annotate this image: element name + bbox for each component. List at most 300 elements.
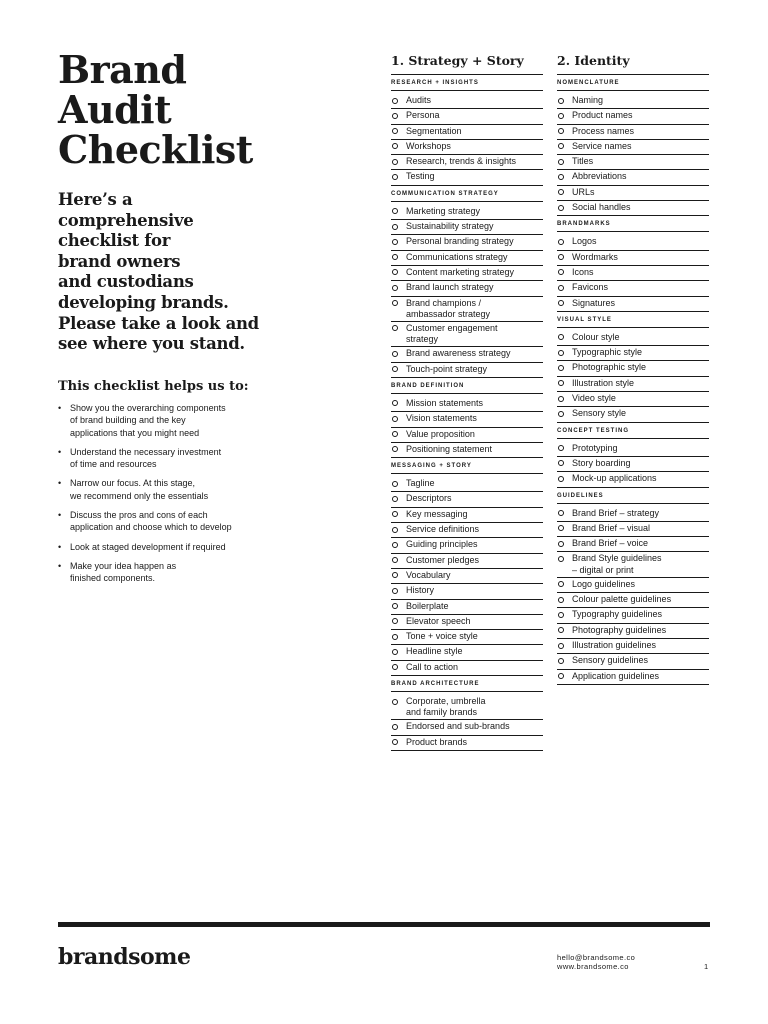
checklist-item-line: Audits: [406, 95, 432, 105]
helps-bullet-item: [58, 560, 298, 585]
checklist-item-label: [572, 332, 620, 343]
checklist-item[interactable]: [391, 600, 543, 615]
checklist-item[interactable]: [557, 624, 709, 639]
checklist-item-line: Segmentation: [406, 125, 462, 136]
checklist-item-label: [406, 267, 514, 278]
checklist-item[interactable]: [557, 578, 709, 593]
checkbox-circle-icon[interactable]: [392, 724, 398, 730]
checkbox-circle-icon[interactable]: [392, 603, 398, 609]
checklist-item-line: Corporate, umbrella: [406, 696, 486, 707]
checklist-item-label: [572, 110, 633, 121]
checkbox-circle-icon[interactable]: [392, 285, 398, 291]
helps-heading: This checklist helps us to:: [58, 379, 249, 394]
checklist-item-label: [572, 347, 642, 358]
checklist-item-label: [572, 609, 662, 620]
checklist-item-label: [406, 444, 492, 455]
checklist-item-line: Service names: [572, 140, 632, 151]
checklist-item-line: Illustration style: [572, 377, 635, 388]
checklist-item-label: [406, 171, 435, 182]
checklist-item-line: Brand awareness strategy: [406, 348, 511, 359]
checklist-item[interactable]: [557, 522, 709, 537]
checklist-item-label: [406, 616, 471, 627]
checklist-item-line: URLs: [572, 186, 595, 197]
bullet-dot: •: [58, 510, 62, 521]
checklist-item[interactable]: [391, 155, 543, 170]
checklist-item-label: [572, 579, 635, 590]
checklist-item[interactable]: [391, 235, 543, 250]
checklist-item-label: [406, 156, 516, 167]
checkbox-circle-icon[interactable]: [392, 269, 398, 275]
bullet-line: Discuss the pros and cons of each: [70, 510, 208, 521]
checklist: [557, 232, 709, 311]
checklist-item[interactable]: [391, 508, 543, 523]
checklist-item[interactable]: [557, 155, 709, 170]
checkbox-circle-icon[interactable]: [392, 618, 398, 624]
bullet-dot: •: [58, 560, 62, 571]
checklist-item[interactable]: [391, 720, 543, 735]
checklist-item-line: Illustration guidelines: [572, 640, 657, 651]
title-line: Checklist: [58, 127, 253, 172]
checkbox-circle-icon[interactable]: [558, 525, 564, 531]
checklist-item[interactable]: [557, 593, 709, 608]
checklist-item-line: Communications strategy: [406, 251, 508, 262]
section-title: BRAND ARCHITECTURE: [391, 676, 543, 692]
footer-rule: [58, 922, 710, 927]
checkbox-circle-icon[interactable]: [558, 581, 564, 587]
checklist-item[interactable]: [391, 695, 543, 720]
checkbox-circle-icon[interactable]: [392, 446, 398, 452]
checklist-item[interactable]: [557, 407, 709, 422]
checklist-item-line: Application guidelines: [572, 670, 660, 681]
checklist-item-label: [406, 206, 480, 217]
checklist: [391, 394, 543, 458]
checklist-item[interactable]: [557, 266, 709, 281]
checklist-item[interactable]: [557, 457, 709, 472]
contact-email[interactable]: hello@brandsome.co: [557, 953, 636, 962]
checklist-item[interactable]: [391, 297, 543, 322]
checklist-item[interactable]: [391, 538, 543, 553]
checklist-item-line: Positioning statement: [406, 443, 493, 454]
intro-line: Here’s a: [58, 190, 133, 209]
checkbox-circle-icon[interactable]: [558, 476, 564, 482]
title-line: Audit: [58, 87, 172, 132]
checklist-item[interactable]: [557, 346, 709, 361]
checklist-item-line: Brand launch strategy: [406, 282, 494, 293]
checklist-item[interactable]: [391, 645, 543, 660]
checklist-item-line: Marketing strategy: [406, 205, 481, 216]
checkbox-circle-icon[interactable]: [558, 205, 564, 211]
checklist-item-label: [572, 508, 659, 519]
checklist-item-label: [572, 443, 618, 454]
checkbox-circle-icon[interactable]: [392, 588, 398, 594]
checkbox-circle-icon[interactable]: [558, 445, 564, 451]
intro-line: developing brands.: [58, 292, 229, 312]
checklist-item-label: [406, 429, 475, 440]
checklist-item-line: Call to action: [406, 661, 459, 672]
checklist-item-label: [406, 737, 467, 748]
checklist-item-label: [572, 625, 666, 636]
checklist-item-label: [406, 141, 451, 152]
checklist-item-line: and family brands: [406, 707, 478, 718]
checklist-item[interactable]: [391, 109, 543, 124]
checklist-item-label: [572, 236, 597, 247]
checklist-item-line: Workshops: [406, 140, 451, 151]
checkbox-circle-icon[interactable]: [558, 174, 564, 180]
checklist-item-line: Social handles: [572, 202, 631, 213]
section-title: CONCEPT TESTING: [557, 423, 709, 439]
checklist-item-label: [406, 282, 494, 293]
intro-line: brand owners: [58, 251, 181, 271]
page-number: 1: [704, 962, 709, 971]
checklist-item-label: [572, 538, 648, 549]
section-title: NOMENCLATURE: [557, 75, 709, 91]
checklist-item-line: Research, trends & insights: [406, 156, 517, 167]
checklist-item-label: [572, 141, 632, 152]
bullet-line: finished components.: [70, 573, 156, 584]
checklist-item-line: Wordmarks: [572, 251, 618, 262]
checklist-item[interactable]: [557, 331, 709, 346]
checklist-item[interactable]: [391, 569, 543, 584]
helps-bullet-item: [58, 446, 298, 471]
checkbox-circle-icon[interactable]: [558, 460, 564, 466]
section-title: BRAND DEFINITION: [391, 378, 543, 394]
bullet-line: we recommend only the essentials: [70, 490, 209, 501]
checklist-item-line: Guiding principles: [406, 539, 478, 550]
checklist-item[interactable]: [557, 125, 709, 140]
checklist-item-label: [572, 594, 671, 605]
checklist-item[interactable]: [557, 670, 709, 685]
section-title: RESEARCH + INSIGHTS: [391, 75, 543, 91]
checklist-item[interactable]: [391, 266, 543, 281]
checkbox-circle-icon[interactable]: [558, 612, 564, 618]
checklist-item[interactable]: [557, 140, 709, 155]
checklist-item-line: Story boarding: [572, 457, 631, 468]
checkbox-circle-icon[interactable]: [558, 300, 564, 306]
checkbox-circle-icon[interactable]: [558, 597, 564, 603]
checkbox-circle-icon[interactable]: [558, 380, 564, 386]
checkbox-circle-icon[interactable]: [392, 572, 398, 578]
checklist-item-line: Process names: [572, 125, 635, 136]
checklist-item-line: Mock-up applications: [572, 473, 657, 484]
checklist: [557, 439, 709, 488]
bullet-line: of brand building and the key: [70, 415, 186, 426]
checklist-item-line: Prototyping: [572, 442, 618, 453]
checkbox-circle-icon[interactable]: [558, 556, 564, 562]
checklist-item[interactable]: [391, 322, 543, 347]
checklist-item-line: Elevator speech: [406, 615, 471, 626]
checklist: [557, 91, 709, 216]
checklist-item-line: Photography guidelines: [572, 624, 667, 635]
checklist-item-label: [406, 478, 435, 489]
checklist-item-label: [406, 110, 440, 121]
checklist-item-label: [406, 662, 458, 673]
checklist-item-label: [406, 323, 498, 345]
checklist-item[interactable]: [391, 584, 543, 599]
checkbox-circle-icon[interactable]: [558, 627, 564, 633]
checklist-item-line: Vision statements: [406, 413, 477, 424]
checklist-item[interactable]: [557, 608, 709, 623]
checklist-item[interactable]: [557, 201, 709, 216]
checkbox-circle-icon[interactable]: [392, 481, 398, 487]
checkbox-circle-icon[interactable]: [558, 510, 564, 516]
checkbox-circle-icon[interactable]: [558, 541, 564, 547]
checklist-item[interactable]: [391, 125, 543, 140]
checklist-item[interactable]: [391, 477, 543, 492]
checkbox-circle-icon[interactable]: [558, 365, 564, 371]
checkbox-circle-icon[interactable]: [392, 664, 398, 670]
checklist-item[interactable]: [391, 205, 543, 220]
checklist-item-line: Brand champions /: [406, 297, 482, 308]
checklist-item[interactable]: [557, 235, 709, 250]
checklist-item-line: Colour style: [572, 331, 620, 342]
checklist-item[interactable]: [557, 361, 709, 376]
section-title: BRANDMARKS: [557, 216, 709, 232]
intro-line: comprehensive: [58, 210, 194, 230]
checklist-item[interactable]: [557, 186, 709, 201]
checklist-item-line: Sensory guidelines: [572, 655, 649, 666]
checklist-item-line: Testing: [406, 171, 435, 182]
checklist-item-line: Product names: [572, 110, 633, 121]
checklist-item[interactable]: [391, 347, 543, 362]
checklist-item[interactable]: [391, 251, 543, 266]
checkbox-circle-icon[interactable]: [392, 174, 398, 180]
checklist-item[interactable]: [391, 554, 543, 569]
checkbox-circle-icon[interactable]: [392, 496, 398, 502]
intro-line: and custodians: [58, 272, 194, 292]
checklist-item-label: [572, 393, 616, 404]
checklist-item[interactable]: [391, 412, 543, 427]
checkbox-circle-icon[interactable]: [392, 400, 398, 406]
checklist-item-line: Personal branding strategy: [406, 236, 514, 247]
checklist-item[interactable]: [557, 392, 709, 407]
checklist-item[interactable]: [391, 281, 543, 296]
checklist-item[interactable]: [557, 281, 709, 296]
checklist-item-label: [572, 523, 650, 534]
checklist-item-label: [572, 95, 603, 106]
checkbox-circle-icon[interactable]: [392, 511, 398, 517]
checklist-item-line: Naming: [572, 95, 604, 105]
checkbox-circle-icon[interactable]: [392, 159, 398, 165]
checklist-item[interactable]: [391, 492, 543, 507]
checkbox-circle-icon[interactable]: [558, 239, 564, 245]
checklist-item[interactable]: [391, 428, 543, 443]
checkbox-circle-icon[interactable]: [558, 411, 564, 417]
page-title: [58, 47, 253, 172]
checklist-item[interactable]: [557, 170, 709, 185]
checklist-item[interactable]: [391, 630, 543, 645]
checklist: [391, 91, 543, 186]
bullet-line: applications that you might need: [70, 427, 200, 438]
checklist-item-line: Typographic style: [572, 347, 643, 358]
intro-line: checklist for: [58, 231, 171, 251]
checklist-item-label: [406, 413, 477, 424]
checklist-item-line: Sensory style: [572, 408, 627, 419]
checklist-item-line: Typography guidelines: [572, 609, 663, 620]
column-title: 1. Strategy + Story: [391, 52, 543, 75]
contact-block: [557, 953, 635, 971]
checklist-item-line: Boilerplate: [406, 600, 449, 611]
checklist-item-line: Customer engagement: [406, 322, 498, 333]
checklist-item[interactable]: [391, 661, 543, 676]
checkbox-circle-icon[interactable]: [558, 643, 564, 649]
checklist-item-line: Photographic style: [572, 362, 647, 373]
checklist-item[interactable]: [391, 615, 543, 630]
checklist-item[interactable]: [557, 442, 709, 457]
helps-bullet-item: [58, 477, 298, 502]
checklist-item[interactable]: [557, 472, 709, 487]
helps-bullet-item: [58, 509, 298, 534]
checklist-item-line: Descriptors: [406, 493, 452, 504]
checkbox-circle-icon[interactable]: [392, 431, 398, 437]
checkbox-circle-icon[interactable]: [558, 334, 564, 340]
checklist: [391, 692, 543, 751]
checklist: [557, 504, 709, 685]
checkbox-circle-icon[interactable]: [558, 98, 564, 104]
checkbox-circle-icon[interactable]: [558, 143, 564, 149]
checklist-item-label: [572, 267, 594, 278]
checkbox-circle-icon[interactable]: [392, 527, 398, 533]
checklist-item[interactable]: [391, 220, 543, 235]
checklist-item-label: [406, 509, 468, 520]
checkbox-circle-icon[interactable]: [392, 224, 398, 230]
helps-bullet-item: [58, 541, 298, 553]
helps-list: [58, 402, 298, 592]
checkbox-circle-icon[interactable]: [392, 366, 398, 372]
checkbox-circle-icon[interactable]: [392, 649, 398, 655]
bullet-line: Understand the necessary investment: [70, 446, 222, 457]
section-title: MESSAGING + STORY: [391, 458, 543, 474]
checklist-item-line: Brand Brief – voice: [572, 538, 649, 549]
checkbox-circle-icon[interactable]: [392, 208, 398, 214]
checklist-item[interactable]: [557, 297, 709, 312]
checkbox-circle-icon[interactable]: [558, 285, 564, 291]
checklist-item-label: [572, 156, 593, 167]
checklist-item-label: [406, 95, 431, 106]
checkbox-circle-icon[interactable]: [558, 113, 564, 119]
checkbox-circle-icon[interactable]: [392, 113, 398, 119]
checklist-item-line: Signatures: [572, 297, 616, 308]
checkbox-circle-icon[interactable]: [558, 673, 564, 679]
checklist-item[interactable]: [557, 94, 709, 109]
checklist-item-label: [406, 298, 490, 320]
checklist-item[interactable]: [391, 523, 543, 538]
checklist-item-line: Brand Brief – strategy: [572, 507, 660, 518]
checkbox-circle-icon[interactable]: [392, 98, 398, 104]
checklist-item-label: [572, 202, 631, 213]
checkbox-circle-icon[interactable]: [392, 254, 398, 260]
checklist-item-label: [572, 187, 595, 198]
checkbox-circle-icon[interactable]: [558, 269, 564, 275]
contact-website[interactable]: www.brandsome.co: [557, 962, 629, 971]
checklist-item-line: Sustainability strategy: [406, 221, 494, 232]
section-title: COMMUNICATION STRATEGY: [391, 186, 543, 202]
bullet-line: of time and resources: [70, 459, 157, 470]
checklist-item-label: [572, 671, 659, 682]
section-title: VISUAL STYLE: [557, 312, 709, 328]
checklist-item-label: [406, 601, 449, 612]
checklist-item-label: [572, 362, 646, 373]
bullet-dot: •: [58, 403, 62, 413]
checklist-item-label: [406, 221, 494, 232]
checkbox-circle-icon[interactable]: [392, 557, 398, 563]
checklist-item[interactable]: [391, 170, 543, 185]
checkbox-circle-icon[interactable]: [558, 254, 564, 260]
checklist-item-line: Touch-point strategy: [406, 363, 488, 374]
checklist-item-label: [406, 585, 434, 596]
checklist-item[interactable]: [557, 507, 709, 522]
checkbox-circle-icon[interactable]: [392, 239, 398, 245]
checkbox-circle-icon[interactable]: [558, 159, 564, 165]
checklist-item[interactable]: [557, 654, 709, 669]
checklist-item[interactable]: [557, 377, 709, 392]
checkbox-circle-icon[interactable]: [558, 396, 564, 402]
checkbox-circle-icon[interactable]: [392, 416, 398, 422]
checklist-item-label: [572, 282, 608, 293]
checklist-item[interactable]: [391, 443, 543, 458]
checkbox-circle-icon[interactable]: [392, 143, 398, 149]
checklist-item-label: [572, 640, 656, 651]
checklist-item[interactable]: [557, 552, 709, 577]
checklist-item-line: Customer pledges: [406, 554, 480, 565]
checkbox-circle-icon[interactable]: [558, 658, 564, 664]
checklist-item-label: [572, 473, 657, 484]
checklist-item-line: Content marketing strategy: [406, 266, 515, 277]
checklist-item[interactable]: [557, 537, 709, 552]
checklist-item[interactable]: [391, 397, 543, 412]
checkbox-circle-icon[interactable]: [558, 350, 564, 356]
checklist-item[interactable]: [391, 140, 543, 155]
bullet-dot: •: [58, 478, 62, 489]
checklist-item-label: [406, 570, 451, 581]
checklist-item-label: [406, 348, 511, 359]
checklist-item-label: [406, 696, 486, 718]
bullet-line: application and choose which to develop: [70, 522, 232, 533]
checklist-item-line: Value proposition: [406, 428, 475, 439]
checkbox-circle-icon[interactable]: [392, 542, 398, 548]
checklist-item-label: [406, 555, 479, 566]
checklist-item[interactable]: [557, 251, 709, 266]
checkbox-circle-icon[interactable]: [558, 189, 564, 195]
checklist-item-label: [572, 171, 627, 182]
checkbox-circle-icon[interactable]: [392, 739, 398, 745]
checkbox-circle-icon[interactable]: [392, 128, 398, 134]
checklist-item-label: [572, 458, 631, 469]
title-line: Brand: [58, 47, 187, 92]
checklist-item-line: Logos: [572, 236, 597, 247]
checklist-item-line: History: [406, 585, 435, 596]
checklist-item[interactable]: [391, 363, 543, 378]
checklist-item-label: [572, 252, 618, 263]
checkbox-circle-icon[interactable]: [392, 300, 398, 306]
checklist-item-line: – digital or print: [572, 564, 634, 575]
checklist-item[interactable]: [391, 94, 543, 109]
checklist-item-label: [572, 298, 615, 309]
bullet-line: Narrow our focus. At this stage,: [70, 478, 196, 489]
checklist-item-line: strategy: [406, 334, 439, 345]
bullet-dot: •: [58, 541, 62, 552]
checklist-item[interactable]: [391, 736, 543, 751]
checkbox-circle-icon[interactable]: [558, 128, 564, 134]
intro-line: Please take a look and: [58, 313, 259, 333]
checklist-item[interactable]: [557, 639, 709, 654]
checkbox-circle-icon[interactable]: [392, 325, 398, 331]
checkbox-circle-icon[interactable]: [392, 351, 398, 357]
checklist-item-label: [572, 553, 662, 575]
checklist-item-line: Tone + voice style: [406, 631, 478, 642]
checkbox-circle-icon[interactable]: [392, 699, 398, 705]
checkbox-circle-icon[interactable]: [392, 634, 398, 640]
checklist-item[interactable]: [557, 109, 709, 124]
